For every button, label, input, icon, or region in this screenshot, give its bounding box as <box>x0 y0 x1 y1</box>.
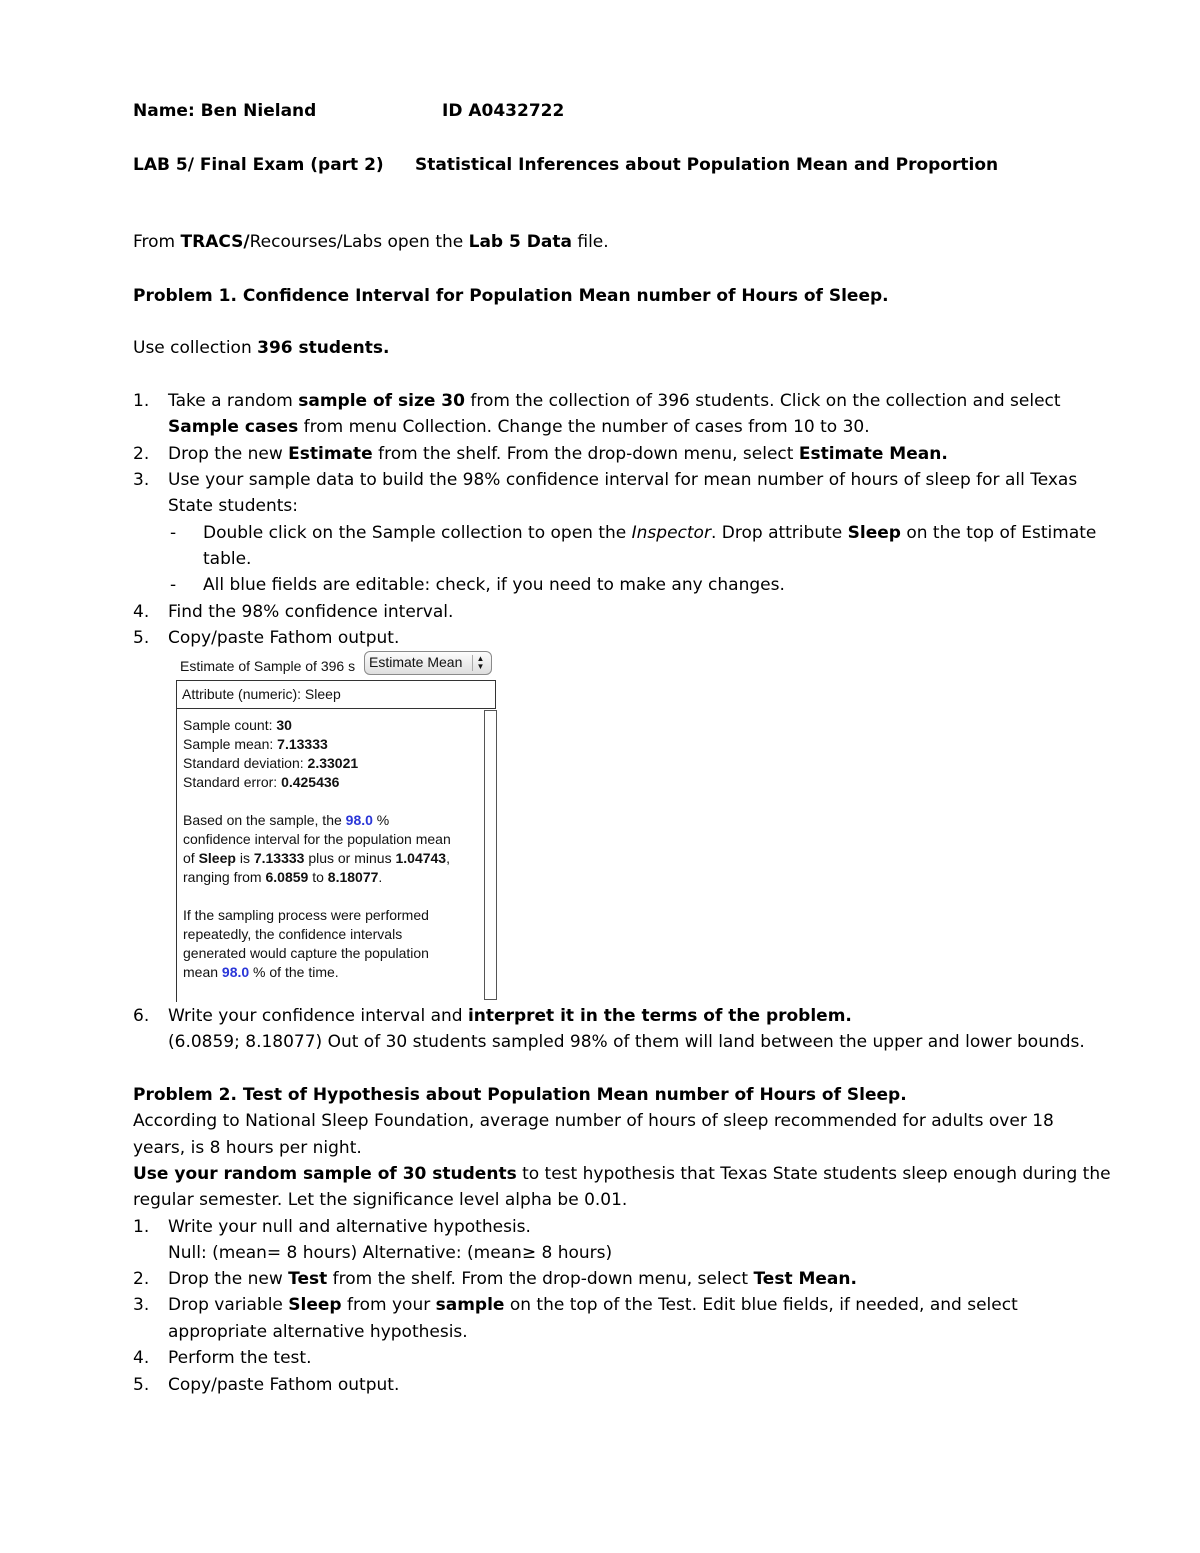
confidence-level-field-2[interactable]: 98.0 <box>221 964 250 980</box>
list-number: 2. <box>133 444 150 464</box>
dropdown-value: Estimate Mean <box>369 654 463 670</box>
list-item: Write your confidence interval and interpret it in the terms of the problem. <box>168 1006 852 1026</box>
list-item: Use your sample data to build the 98% confidence interval for mean number of hours of sleep for all Texas <box>168 470 1078 490</box>
list-number: 2. <box>133 1269 150 1289</box>
answer-text: (6.0859; 8.18077) Out of 30 students sampled 98% of them will land between the upper and lower bounds. <box>168 1032 1085 1052</box>
fathom-estimate-output <box>176 650 498 1002</box>
list-item-cont: appropriate alternative hypothesis. <box>168 1322 468 1342</box>
interval-text-line: confidence interval for the population mean <box>183 831 451 847</box>
sub-item: Double click on the Sample collection to open the Inspector. Drop attribute Sleep on the top of Estimate <box>203 523 1097 543</box>
list-item: Drop variable Sleep from your sample on the top of the Test. Edit blue fields, if needed, and select <box>168 1295 1018 1315</box>
list-number: 3. <box>133 1295 150 1315</box>
list-item: Copy/paste Fathom output. <box>168 628 400 648</box>
dropdown-arrows-icon: ▲ ▼ <box>472 655 488 671</box>
list-item: Write your null and alternative hypothesis. <box>168 1217 531 1237</box>
attribute-field[interactable]: Attribute (numeric): Sleep <box>176 680 496 709</box>
bullet-dash: - <box>170 575 177 595</box>
capture-text-line: generated would capture the population <box>183 945 429 961</box>
standard-deviation: Standard deviation: 2.33021 <box>183 755 359 771</box>
problem2-text: regular semester. Let the significance level alpha be 0.01. <box>133 1190 628 1210</box>
capture-text-line: repeatedly, the confidence intervals <box>183 926 403 942</box>
interval-text-line: of Sleep is 7.13333 plus or minus 1.04743, <box>183 850 450 866</box>
student-name: Name: Ben Nieland <box>133 101 317 121</box>
sample-mean: Sample mean: 7.13333 <box>183 736 328 752</box>
list-item: Copy/paste Fathom output. <box>168 1375 400 1395</box>
sub-item-cont: table. <box>203 549 252 569</box>
problem1-use-collection: Use collection 396 students. <box>133 338 390 358</box>
interval-text-line: ranging from 6.0859 to 8.18077. <box>183 869 383 885</box>
problem2-text: years, is 8 hours per night. <box>133 1138 362 1158</box>
hypothesis-answer: Null: (mean= 8 hours) Alternative: (mean≥ 8 hours) <box>168 1243 613 1263</box>
bullet-dash: - <box>170 523 177 543</box>
list-item-cont: Sample cases from menu Collection. Change the number of cases from 10 to 30. <box>168 417 870 437</box>
lab-label: LAB 5/ Final Exam (part 2) <box>133 155 384 175</box>
scrollbar[interactable] <box>484 710 497 1000</box>
sample-count: Sample count: 30 <box>183 717 292 733</box>
list-number: 4. <box>133 602 150 622</box>
sub-item: All blue fields are editable: check, if you need to make any changes. <box>203 575 785 595</box>
list-number: 5. <box>133 1375 150 1395</box>
list-number: 1. <box>133 391 150 411</box>
list-number: 4. <box>133 1348 150 1368</box>
confidence-level-field[interactable]: 98.0 <box>345 812 373 828</box>
problem2-text: According to National Sleep Foundation, average number of hours of sleep recommended for adults over 18 <box>133 1111 1054 1131</box>
list-number: 6. <box>133 1006 150 1026</box>
list-number: 5. <box>133 628 150 648</box>
list-number: 1. <box>133 1217 150 1237</box>
list-item: Drop the new Test from the shelf. From the drop-down menu, select Test Mean. <box>168 1269 857 1289</box>
intro-text: From TRACS/Recourses/Labs open the Lab 5 Data file. <box>133 232 609 252</box>
problem2-text: Use your random sample of 30 students to test hypothesis that Texas State students sleep enough during the <box>133 1164 1111 1184</box>
estimate-title: Estimate of Sample of 396 s <box>180 658 356 674</box>
list-item-cont: State students: <box>168 496 298 516</box>
capture-text-line: If the sampling process were performed <box>183 907 429 923</box>
list-item: Find the 98% confidence interval. <box>168 602 454 622</box>
list-item: Drop the new Estimate from the shelf. From the drop-down menu, select Estimate Mean. <box>168 444 948 464</box>
lab-title: Statistical Inferences about Population Mean and Proportion <box>415 155 999 175</box>
problem1-heading: Problem 1. Confidence Interval for Population Mean number of Hours of Sleep. <box>133 286 889 306</box>
list-number: 3. <box>133 470 150 490</box>
list-item: Take a random sample of size 30 from the collection of 396 students. Click on the collection and select <box>168 391 1061 411</box>
interval-text-line: Based on the sample, the 98.0 % <box>183 812 390 828</box>
capture-text-line: mean 98.0 % of the time. <box>183 964 339 980</box>
student-id: ID A0432722 <box>442 101 565 121</box>
standard-error: Standard error: 0.425436 <box>183 774 340 790</box>
estimate-type-dropdown[interactable] <box>364 651 492 675</box>
problem2-heading: Problem 2. Test of Hypothesis about Population Mean number of Hours of Sleep. <box>133 1085 907 1105</box>
list-item: Perform the test. <box>168 1348 312 1368</box>
